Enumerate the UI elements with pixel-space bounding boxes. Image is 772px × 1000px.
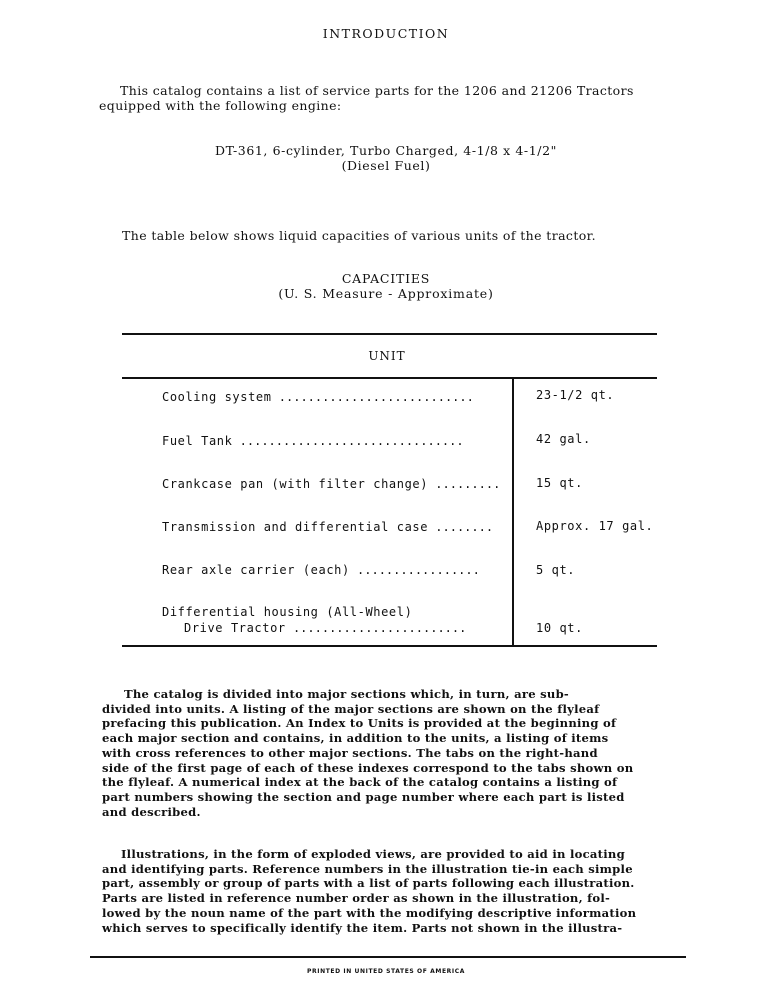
paragraph-line: side of the first page of each of these indexes correspond to the tabs shown on <box>102 760 634 775</box>
capacities-title: CAPACITIES <box>341 271 431 286</box>
catalog-sections-paragraph <box>102 687 682 819</box>
paragraph-line: each major section and contains, in addition to the units, a listing of items <box>102 731 609 746</box>
paragraph-line: part, assembly or group of parts with a list of parts following each illustration. <box>102 876 635 891</box>
paragraph-line: the flyleaf. A numerical index at the back of the catalog contains a listing of <box>102 775 618 790</box>
table-row-label: Fuel Tank ............................... <box>162 434 464 448</box>
engine-spec-line-1: DT-361, 6-cylinder, Turbo Charged, 4-1/8 x 4-1/2" <box>215 143 557 158</box>
table-column-divider <box>512 378 514 646</box>
table-row-label: Transmission and differential case ........ <box>162 520 494 534</box>
table-row-label: Rear axle carrier (each) ................. <box>162 563 480 577</box>
table-bottom-rule <box>122 645 657 647</box>
capacities-heading <box>0 271 772 301</box>
illustrations-paragraph <box>102 847 687 935</box>
paragraph-line: The catalog is divided into major sections which, in turn, are sub- <box>124 687 569 701</box>
printed-in-footer: PRINTED IN UNITED STATES OF AMERICA <box>307 968 465 975</box>
paragraph-line: which serves to specifically identify the item. Parts not shown in the illustra- <box>102 920 623 935</box>
engine-spec-line-2: (Diesel Fuel) <box>341 158 431 173</box>
paragraph-line: lowed by the noun name of the part with the modifying descriptive information <box>102 905 637 920</box>
paragraph-line: prefacing this publication. An Index to Units is provided at the beginning of <box>102 716 617 731</box>
paragraph-line: Parts are listed in reference number order as shown in the illustration, fol- <box>102 891 611 906</box>
table-intro: The table below shows liquid capacities of various units of the tractor. <box>122 228 597 243</box>
table-row-label: Crankcase pan (with filter change) ......... <box>162 477 501 491</box>
table-row-label-continued: Drive Tractor ........................ <box>184 621 467 635</box>
table-row-label: Cooling system ........................... <box>162 390 474 404</box>
footer-rule <box>90 956 686 958</box>
table-row-value: Approx. 17 gal. <box>536 519 654 533</box>
capacities-subtitle: (U. S. Measure - Approximate) <box>278 286 494 301</box>
table-top-rule <box>122 333 657 335</box>
table-row-value: 5 qt. <box>536 563 576 577</box>
paragraph-line: with cross references to other major sections. The tabs on the right-hand <box>102 745 598 760</box>
paragraph-line: and identifying parts. Reference numbers in the illustration tie-in each simple <box>102 861 633 876</box>
table-row-value: 42 gal. <box>536 432 591 446</box>
table-row-value: 10 qt. <box>536 621 583 635</box>
page-title: INTRODUCTION <box>322 26 450 41</box>
intro-line-2: equipped with the following engine: <box>99 98 342 113</box>
paragraph-line: divided into units. A listing of the major sections are shown on the flyleaf <box>102 701 600 716</box>
unit-column-header: UNIT <box>368 349 406 363</box>
table-row-value: 15 qt. <box>536 476 583 490</box>
paragraph-line: Illustrations, in the form of exploded views, are provided to aid in locating <box>121 847 625 861</box>
table-header-rule <box>122 377 657 379</box>
table-row-label: Differential housing (All-Wheel) <box>162 605 413 619</box>
paragraph-line: and described. <box>102 804 201 819</box>
engine-spec <box>0 143 772 173</box>
paragraph-line: part numbers showing the section and page number where each part is listed <box>102 789 625 804</box>
intro-line-1: This catalog contains a list of service parts for the 1206 and 21206 Tractors <box>120 83 634 98</box>
table-row-value: 23-1/2 qt. <box>536 388 615 402</box>
